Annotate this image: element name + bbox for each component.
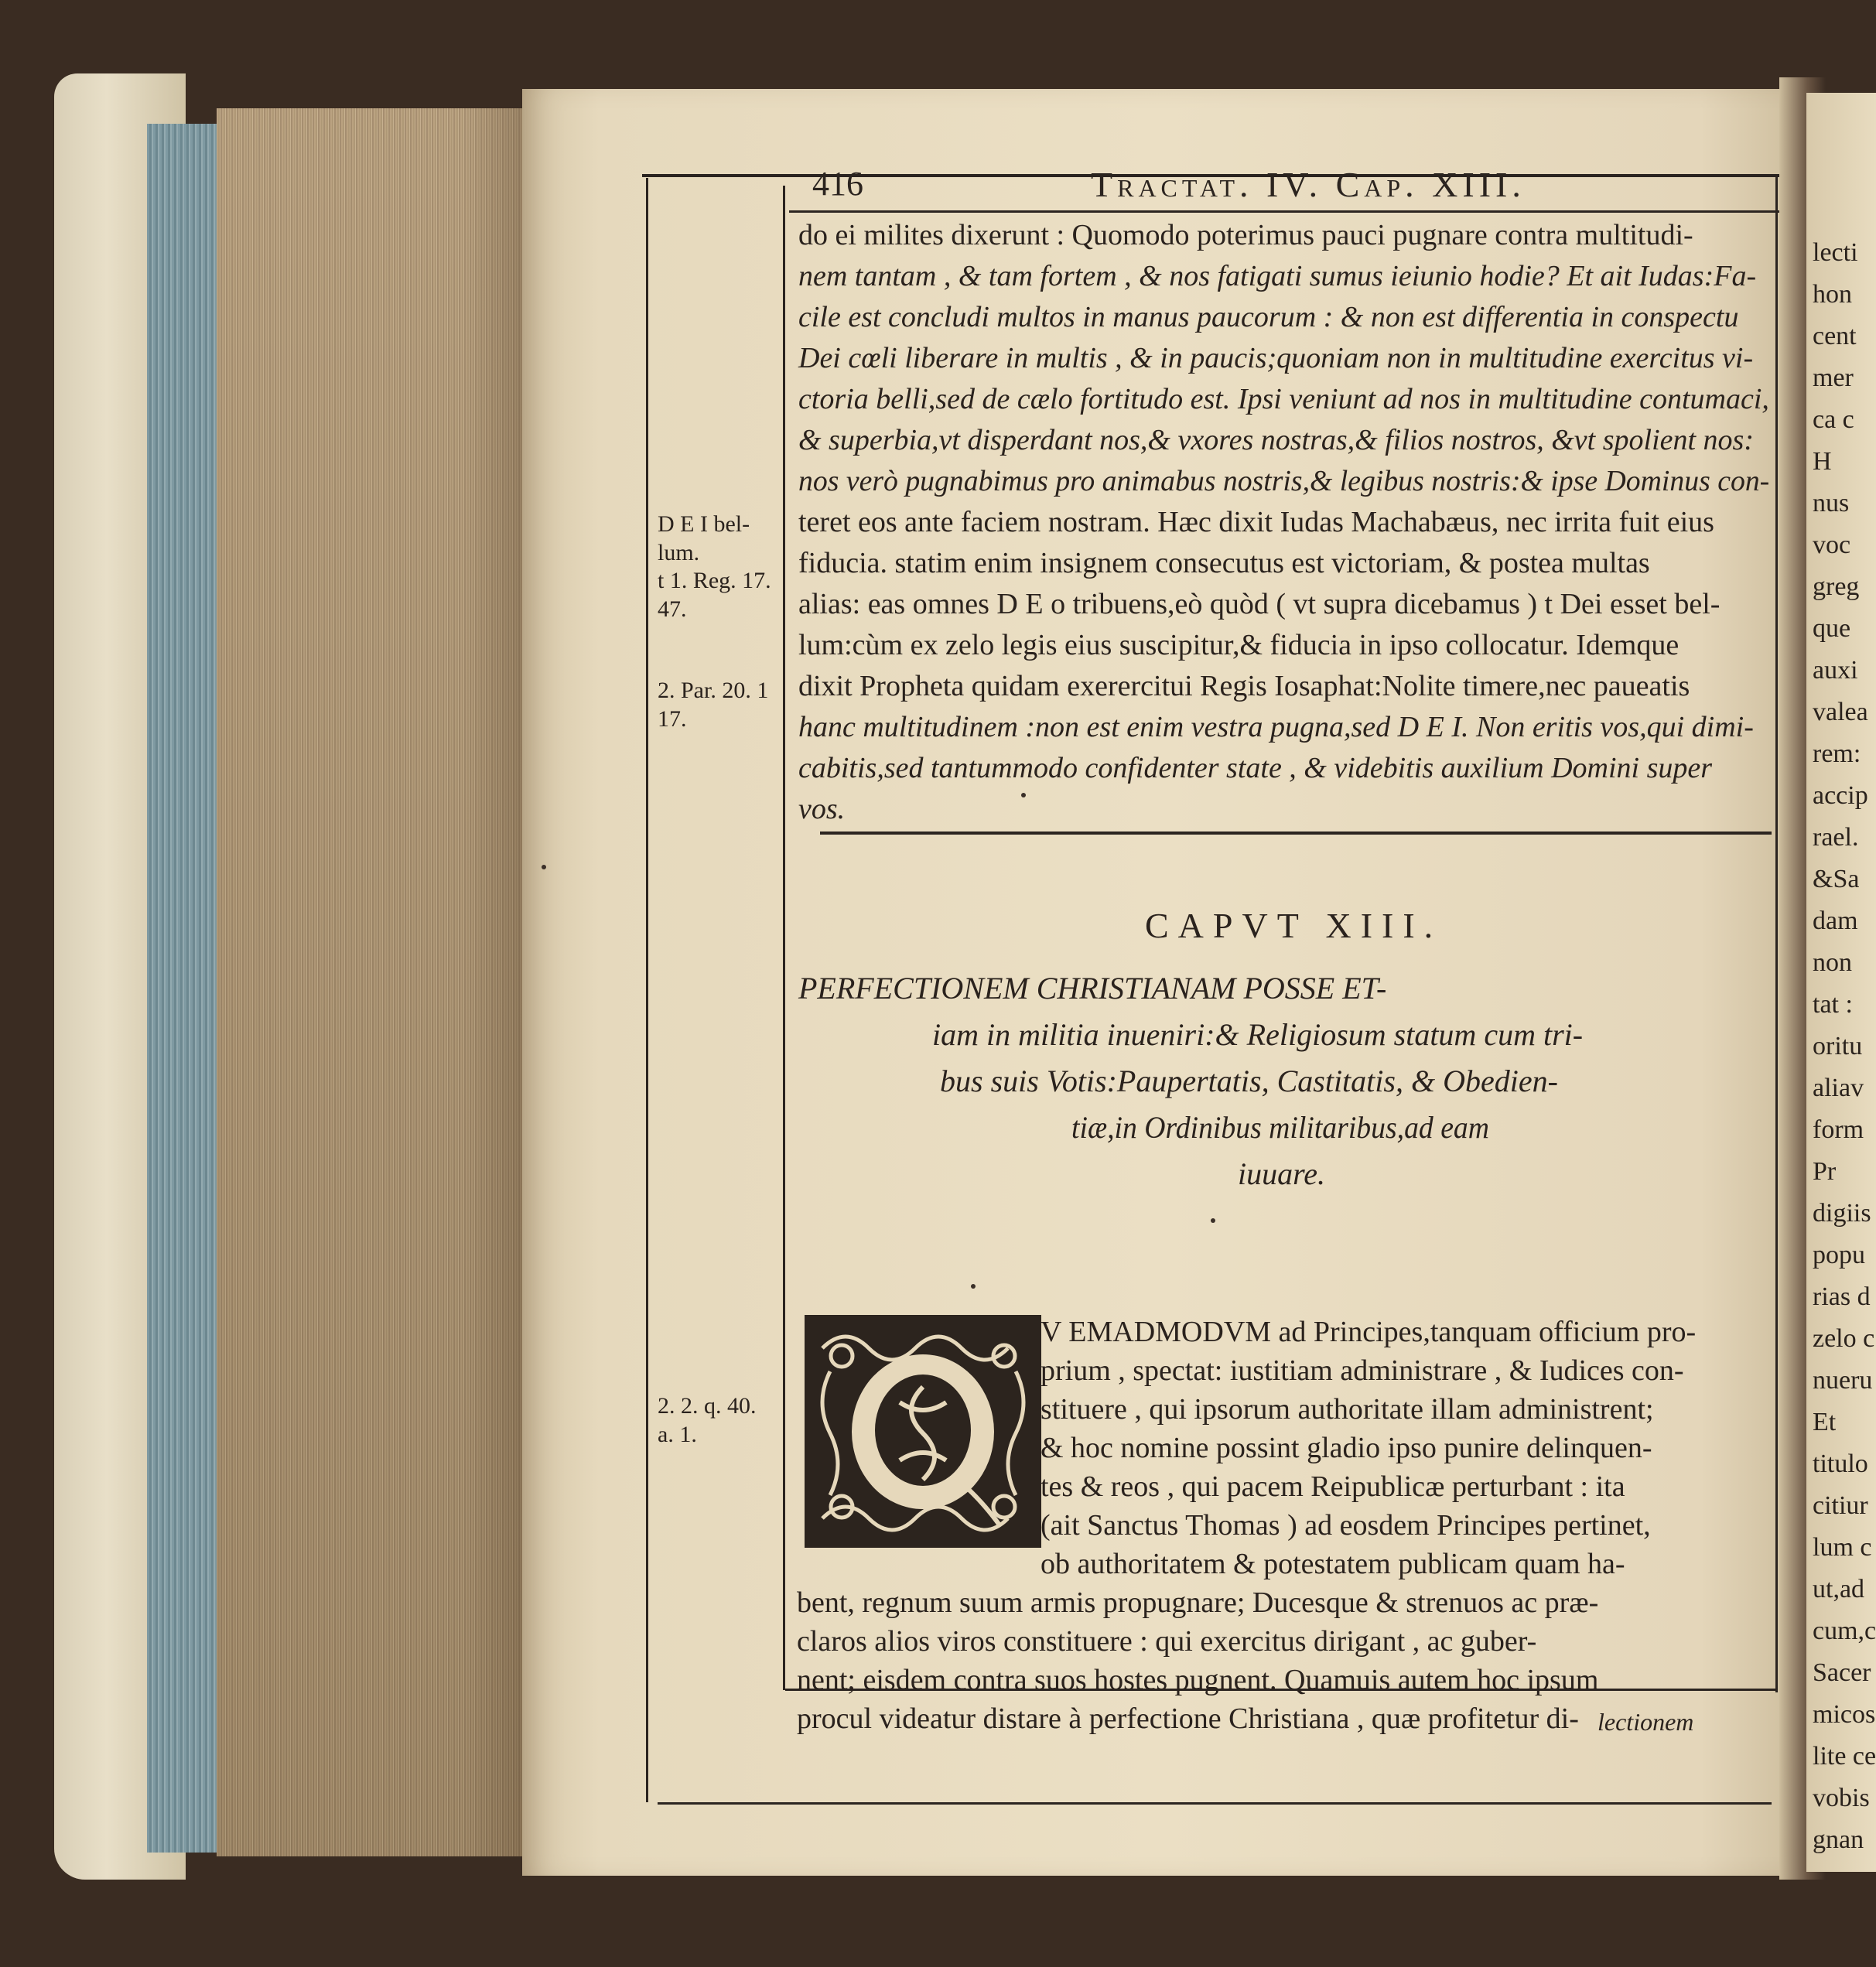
- page-block-blue-edge: [147, 124, 220, 1853]
- subtitle-line: iam in militia inueniri:& Religiosum statum cum tri-: [932, 1017, 1584, 1052]
- running-title: Tractat. IV. Cap. XIII.: [1091, 165, 1526, 204]
- facing-page-text: H: [1813, 447, 1832, 476]
- margin-note-line: 2. Par. 20. 1: [658, 678, 769, 703]
- facing-page-text: cum,c: [1813, 1617, 1876, 1645]
- text-line: cabitis,sed tantummodo confidenter state , & videbitis auxilium Domini super: [798, 752, 1713, 784]
- text-line: nent; eisdem contra suos hostes pugnent. Quamuis autem hoc ipsum: [797, 1664, 1599, 1696]
- facing-page-text: nueru: [1813, 1366, 1873, 1395]
- text-line: nos verò pugnabimus pro animabus nostris,& legibus nostris:& ipse Dominus con-: [798, 465, 1770, 497]
- facing-page-text: rael.: [1813, 823, 1859, 852]
- text-line: tes & reos , qui pacem Reipublicæ perturbant : ita: [1041, 1470, 1625, 1503]
- text-line: procul videatur distare à perfectione Christiana , quæ profitetur di-: [797, 1702, 1579, 1735]
- text-line: ctoria belli,sed de cælo fortitudo est. Ipsi veniunt ad nos in multitudine contumaci,: [798, 383, 1769, 415]
- text-line: & hoc nomine possint gladio ipso punire delinquen-: [1041, 1432, 1652, 1464]
- facing-page-text: greg: [1813, 572, 1860, 601]
- facing-page-text: aliav: [1813, 1074, 1864, 1102]
- facing-page-text: nus: [1813, 489, 1850, 517]
- facing-page-text: auxi: [1813, 656, 1858, 685]
- subtitle-line: iuuare.: [1238, 1156, 1325, 1191]
- text-line: Dei cœli liberare in multis , & in paucis;quoniam non in multitudine exercitus vi-: [798, 342, 1754, 374]
- text-line: ob authoritatem & potestatem publicam quam ha-: [1041, 1548, 1625, 1580]
- facing-page-text: voc: [1813, 531, 1851, 559]
- inner-frame-rule: [783, 186, 785, 1690]
- facing-page-text: gnan: [1813, 1825, 1864, 1854]
- facing-page-text: lum c: [1813, 1533, 1872, 1562]
- text-line: (ait Sanctus Thomas ) ad eosdem Principes pertinet,: [1041, 1509, 1651, 1542]
- facing-page-text: hon: [1813, 280, 1852, 309]
- facing-page-text: oritu: [1813, 1032, 1863, 1060]
- facing-page-text: non: [1813, 948, 1852, 977]
- catchword: lectionem: [1598, 1708, 1694, 1736]
- ink-speck: [971, 1284, 976, 1289]
- page-number: 416: [812, 165, 863, 203]
- margin-note-line: t 1. Reg. 17.: [658, 568, 771, 594]
- text-line: V EMADMODVM ad Principes,tanquam officium pro-: [1041, 1316, 1697, 1348]
- facing-page-text: valea: [1813, 698, 1868, 726]
- facing-page-text: accip: [1813, 781, 1868, 810]
- facing-page-text: micos: [1813, 1700, 1876, 1729]
- margin-note-line: 2. 2. q. 40.: [658, 1393, 757, 1419]
- section-divider-rule: [820, 832, 1772, 835]
- text-line: do ei milites dixerunt : Quomodo poterimus pauci pugnare contra multitudi-: [798, 219, 1693, 251]
- text-line: claros alios viros constituere : qui exercitus dirigant , ac guber-: [797, 1625, 1537, 1658]
- text-line: prium , spectat: iustitiam administrare , & Iudices con-: [1041, 1354, 1684, 1387]
- margin-note-line: 47.: [658, 596, 687, 622]
- margin-note-dei-bellum: [658, 511, 771, 623]
- text-line: hanc multitudinem :non est enim vestra pugna,sed D E I. Non eritis vos,qui dimi-: [798, 711, 1754, 743]
- facing-page-text: form: [1813, 1115, 1864, 1144]
- facing-page-text: vobis: [1813, 1784, 1870, 1812]
- facing-page-fragment: [1806, 93, 1876, 1872]
- margin-note-line: 17.: [658, 705, 687, 732]
- facing-page-text: lecti: [1813, 238, 1858, 267]
- facing-page-text: Pr: [1813, 1157, 1837, 1186]
- facing-page-text: que: [1813, 614, 1851, 643]
- facing-page-text: Sacer: [1813, 1658, 1871, 1687]
- margin-note-line: a. 1.: [658, 1421, 697, 1447]
- facing-page-text: citiur: [1813, 1491, 1868, 1520]
- initial-ornament-icon: [807, 1317, 1039, 1545]
- text-line: cile est concludi multos in manus paucorum : & non est differentia in conspectu: [798, 301, 1739, 333]
- facing-page-text: popu: [1813, 1241, 1865, 1269]
- subtitle-line: tiæ,in Ordinibus militaribus,ad eam: [1071, 1110, 1490, 1145]
- margin-note-line: lum.: [658, 539, 700, 565]
- page-block-shadow: [464, 108, 526, 1856]
- margin-note-thomas: [658, 1392, 757, 1449]
- margin-note-paralipomenon: [658, 677, 768, 733]
- text-line: & superbia,vt disperdant nos,& vxores nostras,& filios nostros, &vt spolient nos:: [798, 424, 1754, 456]
- header-rule: [789, 210, 1779, 213]
- facing-page-text: lite ce: [1813, 1742, 1876, 1771]
- ink-speck: [542, 865, 546, 869]
- text-line: stituere , qui ipsorum authoritate illam administrent;: [1041, 1393, 1654, 1426]
- ink-speck: [1211, 1218, 1215, 1223]
- right-frame-rule: [1775, 176, 1778, 1692]
- subtitle-line: bus suis Votis:Paupertatis, Castitatis, & Obedien-: [940, 1064, 1558, 1098]
- subtitle-line: PERFECTIONEM CHRISTIANAM POSSE ET-: [798, 971, 1387, 1006]
- text-line: lum:cùm ex zelo legis eius suscipitur,& fiducia in ipso collocatur. Idemque: [798, 629, 1680, 661]
- left-frame-rule: [646, 178, 648, 1802]
- decorated-initial-q: [805, 1315, 1041, 1548]
- bottom-frame-rule: [658, 1802, 1772, 1805]
- text-line: fiducia. statim enim insignem consecutus est victoriam, & postea multas: [798, 547, 1650, 579]
- text-line: dixit Propheta quidam exerercitui Regis Iosaphat:Nolite timere,nec paueatis: [798, 670, 1690, 702]
- text-line: teret eos ante faciem nostram. Hæc dixit Iudas Machabæus, nec irrita fuit eius: [798, 506, 1714, 538]
- margin-note-line: D E I bel-: [658, 511, 750, 537]
- facing-page-text: dam: [1813, 907, 1858, 935]
- facing-page-text: ca c: [1813, 405, 1854, 434]
- facing-page-text: cent: [1813, 322, 1857, 350]
- facing-page-text: rem:: [1813, 739, 1861, 768]
- facing-page-text: Et: [1813, 1408, 1837, 1436]
- facing-page-text: tat :: [1813, 990, 1853, 1019]
- facing-page-text: titulo: [1813, 1450, 1868, 1478]
- text-line: vos.: [798, 793, 846, 825]
- text-line: bent, regnum suum armis propugnare; Ducesque & strenuos ac præ-: [797, 1586, 1599, 1619]
- chapter-title: CAPVT XIII.: [1145, 906, 1443, 945]
- facing-page-text: &Sa: [1813, 865, 1860, 893]
- facing-page-text: mer: [1813, 364, 1854, 392]
- facing-page-text: digiis: [1813, 1199, 1871, 1228]
- facing-page-text: ut,ad: [1813, 1575, 1865, 1603]
- ink-speck: [1021, 793, 1026, 797]
- text-line: nem tantam , & tam fortem , & nos fatigati sumus ieiunio hodie? Et ait Iudas:Fa-: [798, 260, 1757, 292]
- text-line: alias: eas omnes D E o tribuens,eò quòd ( vt supra dicebamus ) t Dei esset bel-: [798, 588, 1721, 620]
- running-header: [812, 164, 1779, 210]
- facing-page-text: zelo c: [1813, 1324, 1875, 1353]
- facing-page-text: rias d: [1813, 1282, 1871, 1311]
